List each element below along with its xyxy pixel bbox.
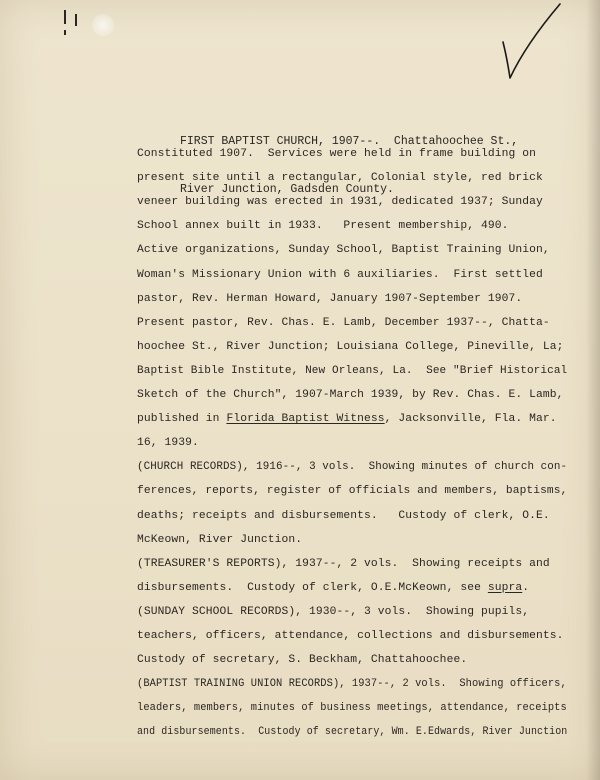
text-line [137,269,543,281]
text-segment: Active organizations, Sunday School, Baptist Training Union, [137,244,550,257]
heading-line: River Junction, Gadsden County. [180,183,394,196]
underlined-title: supra [487,581,523,594]
text-segment: Sketch of the Church", 1907-March 1939, by Rev. Chas. E. Lamb, [137,389,564,401]
text-line [137,558,550,570]
text-line [137,630,564,642]
text-line [137,244,550,256]
text-line [137,534,302,546]
text-segment: Baptist Bible Institute, New Orleans, La. See "Brief Historical [137,364,568,377]
text-line [137,678,567,690]
text-segment: and disbursements. Custody of secretary, Wm. E.Edwards, River Junction [137,726,568,739]
text-segment: Constituted 1907. Services were held in frame building on [137,148,536,160]
text-line [137,196,543,208]
text-segment: 16, 1939. [137,437,199,450]
text-segment: (BAPTIST TRAINING UNION RECORDS), 1937--, 2 vols. Showing officers, [137,678,567,691]
text-line [137,485,567,497]
text-segment: (TREASURER'S REPORTS), 1937--, 2 vols. Showing receipts and [137,557,550,570]
text-line [137,293,522,305]
text-line [137,317,550,329]
text-segment: teachers, officers, attendance, collections and disbursements. [137,630,564,642]
text-line [137,413,557,425]
text-segment: Custody of secretary, S. Beckham, Chattahoochee. [137,654,468,667]
text-line [137,702,567,714]
text-segment: leaders, members, minutes of business meetings, attendance, receipts [137,702,567,715]
text-segment: present site until a rectangular, Colonial style, red brick [137,172,543,185]
text-segment: , Jacksonville, Fla. Mar. [384,413,557,426]
text-line [137,461,567,473]
text-segment: Woman's Missionary Union with 6 auxiliaries. First settled [137,268,543,281]
text-segment: veneer building was erected in 1931, dedicated 1937; Sunday [137,196,543,209]
text-line [137,220,508,232]
text-segment: pastor, Rev. Herman Howard, January 1907-September 1907. [137,292,523,305]
text-segment: deaths; receipts and disbursements. Custody of clerk, O.E. [137,509,550,522]
text-line [137,365,567,377]
underlined-title: Florida Baptist Witness [226,413,385,426]
text-line [137,172,543,184]
text-line [137,726,567,738]
text-line [137,389,564,401]
text-segment: published in [137,413,227,426]
text-segment: ferences, reports, register of officials and members, baptisms, [137,485,568,498]
text-line [137,341,564,353]
text-segment: School annex built in 1933. Present membership, 490. [137,220,509,233]
heading-line: FIRST BAPTIST CHURCH, 1907--. Chattahoochee St., [180,135,519,148]
text-segment: disbursements. Custody of clerk, O.E.McKeown, see [137,581,488,594]
text-line [137,654,467,666]
text-line [137,148,536,160]
text-segment: (CHURCH RECORDS), 1916--, 3 vols. Showing minutes of church con- [137,461,568,474]
text-segment: Present pastor, Rev. Chas. E. Lamb, December 1937--, Chatta- [137,316,550,329]
text-segment: . [522,581,530,594]
text-line [137,606,529,618]
text-segment: McKeown, River Junction. [137,533,303,546]
text-line [137,582,529,594]
text-segment: hoochee St., River Junction; Louisiana College, Pineville, La; [137,340,564,353]
text-segment: (SUNDAY SCHOOL RECORDS), 1930--, 3 vols. Showing pupils, [137,605,530,618]
text-line [137,510,550,522]
text-line [137,437,199,449]
